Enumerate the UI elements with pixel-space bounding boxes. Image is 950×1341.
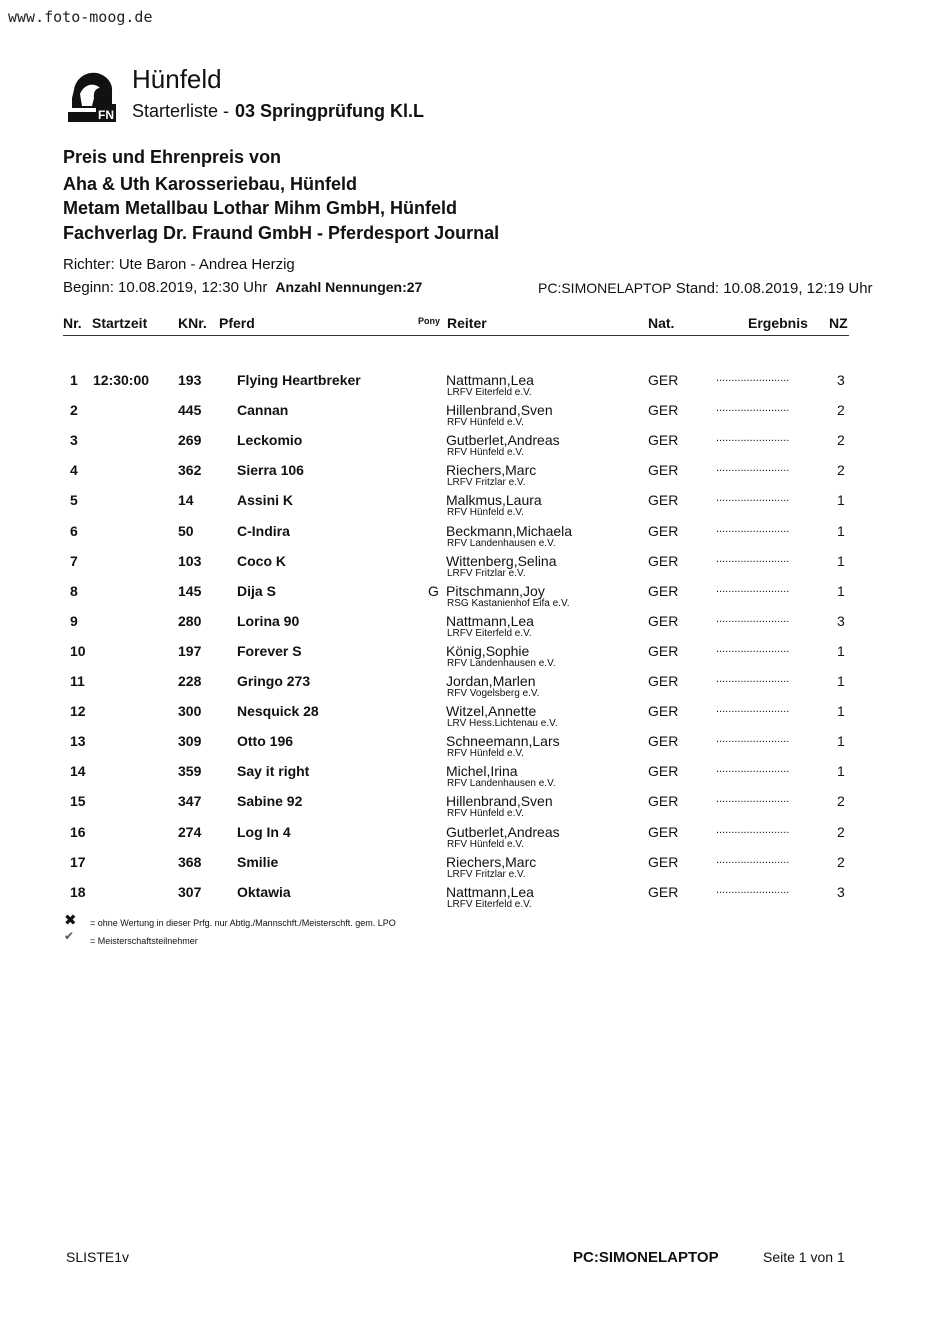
row-knr: 103 [178,552,202,569]
row-club: LRFV Eiterfeld e.V. [447,627,532,639]
row-knr: 197 [178,642,202,659]
row-number: 18 [70,883,86,900]
row-result: ........................ [716,462,790,475]
table-row [0,703,950,733]
table-row [0,824,950,854]
row-club: LRV Hess.Lichtenau e.V. [447,718,558,730]
horse-head-fn-logo [66,68,118,124]
row-nz: 1 [837,703,845,720]
row-nation: GER [648,883,679,900]
row-nation: GER [648,372,679,388]
row-horse: Lorina 90 [237,612,300,629]
watermark-text: www.foto-moog.de [8,8,153,26]
row-knr: 309 [178,733,202,750]
competition-title: 03 Springprüfung Kl.L [235,101,425,121]
row-horse: Nesquick 28 [237,703,319,720]
row-club: RFV Vogelsberg e.V. [447,688,540,699]
prize-line-3: Metam Metallbau Lothar Mihm GmbH, Hünfeld [63,198,458,218]
row-nz: 2 [837,432,845,449]
header-ergebnis: Ergebnis [748,315,808,331]
legend-check-text: = Meisterschaftsteilnehmer [90,936,198,946]
row-nz: 3 [837,372,845,388]
row-horse: Oktawia [237,883,291,900]
begin-info [63,279,422,296]
table-row [0,673,950,703]
row-result: ........................ [716,793,790,806]
row-nz: 2 [837,402,845,419]
row-club: RSG Kastanienhof Eifa e.V. [447,597,570,609]
table-row [0,793,950,823]
row-club: RFV Hünfeld e.V. [447,838,524,850]
row-nation: GER [648,853,679,870]
table-row [0,553,950,583]
row-result: ........................ [716,612,790,625]
row-nz: 3 [837,612,845,629]
row-number: 13 [70,733,86,750]
row-nz: 2 [837,462,845,479]
row-result: ........................ [716,642,790,655]
row-horse: Say it right [237,763,310,780]
row-horse: C-Indira [237,522,290,539]
table-row [0,854,950,884]
row-horse: Smilie [237,853,279,870]
row-rider: Beckmann,Michaela [446,522,573,539]
table-row [0,884,950,914]
table-row [0,462,950,492]
row-result: ........................ [716,552,790,565]
table-row [0,492,950,522]
row-nz: 3 [837,883,845,900]
row-rider: Wittenberg,Selina [446,552,557,569]
row-nation: GER [648,642,679,659]
header-nr: Nr. [63,315,82,331]
row-club: LRFV Fritzlar e.V. [447,567,526,579]
row-club: RFV Hünfeld e.V. [447,748,524,760]
row-club: RFV Hünfeld e.V. [447,447,524,459]
row-result: ........................ [716,432,790,445]
footer-code: SLISTE1v [66,1249,130,1265]
row-rider: Riechers,Marc [446,853,537,870]
row-result: ........................ [716,733,790,746]
row-result: ........................ [716,703,790,716]
row-nz: 2 [837,823,845,840]
stand-info [538,280,873,297]
row-nz: 1 [837,642,845,659]
row-club: RFV Landenhausen e.V. [447,537,556,549]
row-horse: Flying Heartbreker [237,372,361,388]
header-pony: Pony [418,316,441,326]
row-horse: Assini K [237,492,294,509]
row-knr: 347 [178,793,202,810]
row-result: ........................ [716,823,790,836]
row-result: ........................ [716,402,790,415]
row-number: 1 [70,372,78,388]
row-horse: Otto 196 [237,733,294,750]
row-horse: Sabine 92 [237,793,303,810]
row-nz: 1 [837,763,845,780]
row-club: LRFV Fritzlar e.V. [447,868,526,880]
row-nation: GER [648,612,679,629]
row-result: ........................ [716,522,790,535]
row-nz: 1 [837,492,845,509]
row-rider: Jordan,Marlen [446,673,536,689]
row-rider: Riechers,Marc [446,462,537,479]
row-result: ........................ [716,853,790,866]
header-startzeit: Startzeit [92,315,148,331]
table-row [0,733,950,763]
header-divider [63,335,849,336]
row-horse: Cannan [237,402,289,419]
row-start-time: 12:30:00 [93,372,150,388]
header-pferd: Pferd [219,315,255,331]
row-nation: GER [648,552,679,569]
row-knr: 368 [178,853,202,870]
row-knr: 445 [178,402,202,419]
starterlist-label: Starterliste - [132,101,230,121]
row-rider: Witzel,Annette [446,703,537,720]
row-nz: 1 [837,673,845,689]
row-rider: Michel,Irina [446,763,518,780]
row-number: 17 [70,853,86,870]
table-row [0,643,950,673]
row-nation: GER [648,492,679,509]
row-club: RFV Hünfeld e.V. [447,417,524,429]
row-number: 4 [70,462,78,479]
prize-line-1: Preis und Ehrenpreis von [63,147,282,167]
row-number: 10 [70,642,86,659]
row-pony-mark: G [428,582,439,599]
row-number: 7 [70,552,78,569]
header-nz: NZ [829,315,848,331]
row-knr: 228 [178,673,202,689]
row-nation: GER [648,402,679,419]
table-row [0,432,950,462]
row-knr: 280 [178,612,202,629]
row-number: 16 [70,823,86,840]
row-nation: GER [648,763,679,780]
row-horse: Log In 4 [237,823,291,840]
row-number: 12 [70,703,86,720]
row-knr: 300 [178,703,202,720]
row-nz: 1 [837,582,845,599]
row-number: 11 [70,673,85,689]
row-club: RFV Landenhausen e.V. [447,778,556,790]
row-number: 3 [70,432,78,449]
row-knr: 362 [178,462,202,479]
logo-fn-text: FN [98,108,114,122]
row-rider: Hillenbrand,Sven [446,793,553,810]
row-number: 8 [70,582,78,599]
row-knr: 359 [178,763,202,780]
row-club: RFV Hünfeld e.V. [447,808,524,820]
legend-cross-text: = ohne Wertung in dieser Prfg. nur Abtlg./Mannschft./Meisterschft. gem. LPO [90,918,396,928]
row-rider: Malkmus,Laura [446,492,542,509]
row-result: ........................ [716,492,790,505]
row-knr: 307 [178,883,202,900]
table-row [0,523,950,553]
prize-line-4: Fachverlag Dr. Fraund GmbH - Pferdesport Journal [63,223,500,243]
row-nation: GER [648,703,679,720]
row-nz: 1 [837,733,845,750]
row-horse: Coco K [237,552,286,569]
row-club: RFV Hünfeld e.V. [447,507,524,519]
row-knr: 193 [178,372,202,388]
row-horse: Dija S [237,582,276,599]
row-nation: GER [648,823,679,840]
entries-count: Anzahl Nennungen:27 [275,279,423,295]
row-nz: 2 [837,793,845,810]
row-rider: Nattmann,Lea [446,372,534,388]
row-rider: Gutberlet,Andreas [446,432,560,449]
row-result: ........................ [716,372,790,384]
row-horse: Sierra 106 [237,462,304,479]
row-number: 5 [70,492,78,509]
row-rider: Nattmann,Lea [446,612,534,629]
row-rider: Gutberlet,Andreas [446,823,560,840]
row-nation: GER [648,522,679,539]
row-rider: Pitschmann,Joy [446,582,545,599]
row-rider: Schneemann,Lars [446,733,560,750]
row-result: ........................ [716,763,790,776]
row-club: RFV Landenhausen e.V. [447,657,556,669]
row-knr: 269 [178,432,202,449]
row-club: LRFV Eiterfeld e.V. [447,387,532,398]
footer-pc: PC:SIMONELAPTOP [573,1249,719,1266]
row-knr: 145 [178,582,202,599]
row-number: 2 [70,402,78,419]
city-title: Hünfeld [132,64,222,94]
subtitle [132,101,424,122]
row-knr: 14 [178,492,194,509]
row-nation: GER [648,582,679,599]
row-rider: Hillenbrand,Sven [446,402,553,419]
row-nation: GER [648,432,679,449]
row-nz: 1 [837,552,845,569]
row-number: 6 [70,522,78,539]
row-knr: 274 [178,823,202,840]
row-rider: Nattmann,Lea [446,883,534,900]
row-nation: GER [648,462,679,479]
row-rider: König,Sophie [446,642,530,659]
row-nz: 2 [837,853,845,870]
row-number: 14 [70,763,86,780]
row-horse: Forever S [237,642,302,659]
row-nation: GER [648,733,679,750]
row-nz: 1 [837,522,845,539]
check-icon: ✔ [64,929,75,943]
header-nat: Nat. [648,315,675,331]
table-row [0,402,950,432]
header-knr: KNr. [178,315,207,331]
row-nation: GER [648,673,679,689]
footer-page: Seite 1 von 1 [763,1249,845,1265]
table-row [0,372,950,402]
row-number: 15 [70,793,86,810]
stand-text: Stand: 10.08.2019, 12:19 Uhr [675,280,873,297]
row-club: LRFV Fritzlar e.V. [447,477,526,489]
row-result: ........................ [716,673,790,685]
row-nation: GER [648,793,679,810]
row-number: 9 [70,612,78,629]
row-knr: 50 [178,522,194,539]
cross-icon: ✖ [64,912,77,929]
judges-text: Richter: Ute Baron - Andrea Herzig [63,256,295,273]
row-club: LRFV Eiterfeld e.V. [447,898,532,910]
header-reiter: Reiter [447,315,487,331]
table-row [0,613,950,643]
row-result: ........................ [716,582,790,595]
row-horse: Leckomio [237,432,303,449]
begin-text: Beginn: 10.08.2019, 12:30 Uhr [63,279,268,296]
pc-name: PC:SIMONELAPTOP [538,280,672,296]
row-horse: Gringo 273 [237,673,311,689]
table-row [0,763,950,793]
table-row [0,583,950,613]
row-result: ........................ [716,883,790,896]
prize-line-2: Aha & Uth Karosseriebau, Hünfeld [63,174,358,194]
